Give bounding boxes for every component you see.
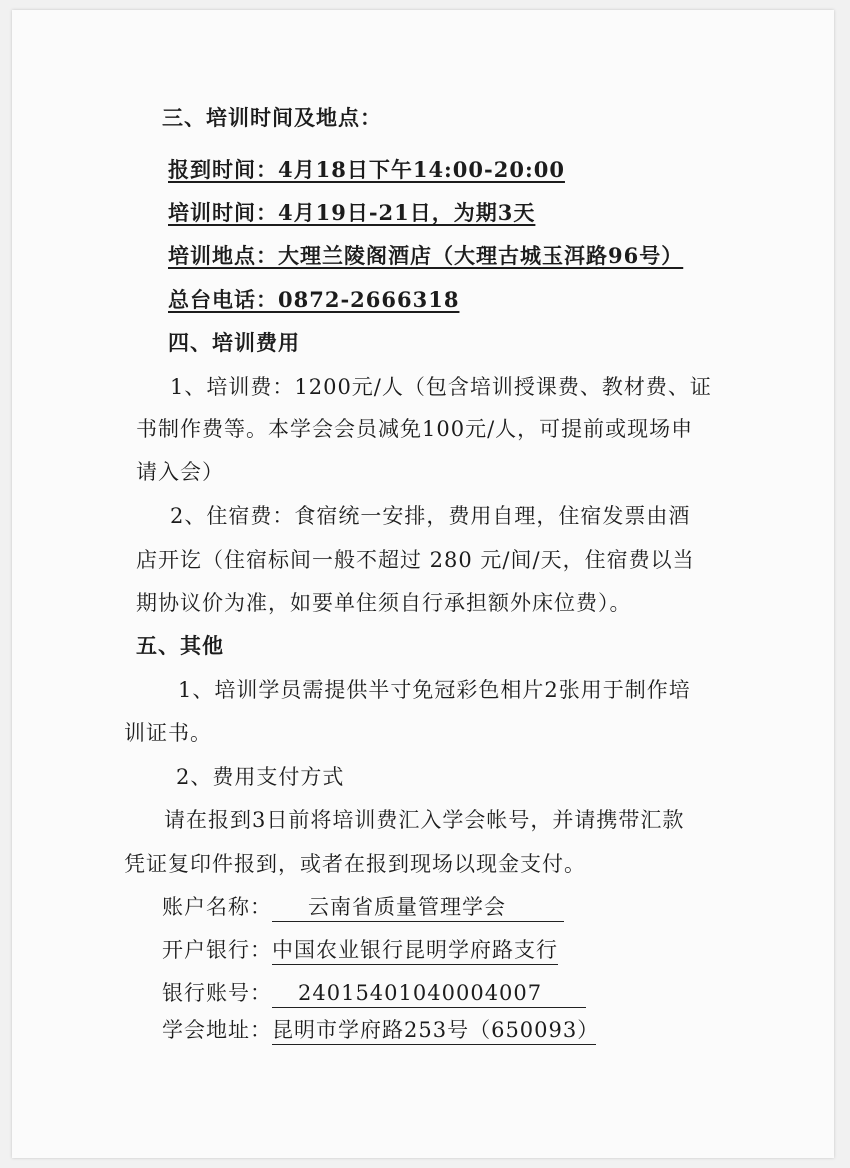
document-page [12,10,834,1158]
lodging-fee-line-1: 2、住宿费：食宿统一安排，费用自理，住宿发票由酒 [170,504,691,528]
bank-name-row [162,935,558,965]
bank-name-label: 开户银行： [162,938,272,962]
lodging-fee-line-2: 店开讫（住宿标间一般不超过 280 元/间/天，住宿费以当 [136,548,695,572]
bank-account-label: 银行账号： [162,981,272,1005]
training-fee-line-1: 1、培训费：1200元/人（包含培训授课费、教材费、证 [170,375,712,399]
training-location: 培训地点：大理兰陵阁酒店（大理古城玉洱路96号） [168,243,684,268]
bank-account-row [162,978,586,1008]
payment-instruction-line-1: 请在报到3日前将培训费汇入学会帐号，并请携带汇款 [164,808,685,832]
bank-account-value: 24015401040004007 [272,979,586,1008]
photo-requirement-line-1: 1、培训学员需提供半寸免冠彩色相片2张用于制作培 [178,678,691,702]
payment-method-title: 2、费用支付方式 [176,765,345,789]
training-time: 培训时间：4月19日-21日，为期3天 [168,200,536,225]
front-desk-phone: 总台电话：0872-2666318 [168,287,460,312]
account-name-row [162,892,564,922]
society-address-value: 昆明市学府路253号（650093） [272,1016,596,1045]
section-3-heading: 三、培训时间及地点： [162,105,382,130]
society-address-label: 学会地址： [162,1018,272,1042]
lodging-fee-line-3: 期协议价为准，如要单住须自行承担额外床位费）。 [136,591,632,615]
account-name-value: 云南省质量管理学会 [272,893,564,922]
training-fee-line-3: 请入会） [136,460,224,484]
society-address-row [162,1015,600,1045]
training-fee-line-2: 书制作费等。本学会会员减免100元/人，可提前或现场申 [136,417,694,441]
photo-requirement-line-2: 训证书。 [124,721,212,745]
bank-name-value: 中国农业银行昆明学府路支行 [272,936,558,965]
payment-instruction-line-2: 凭证复印件报到，或者在报到现场以现金支付。 [124,852,586,876]
account-name-label: 账户名称： [162,895,272,919]
section-4-heading: 四、培训费用 [168,330,300,355]
registration-time: 报到时间：4月18日下午14:00-20:00 [168,157,565,182]
section-5-heading: 五、其他 [136,633,224,658]
